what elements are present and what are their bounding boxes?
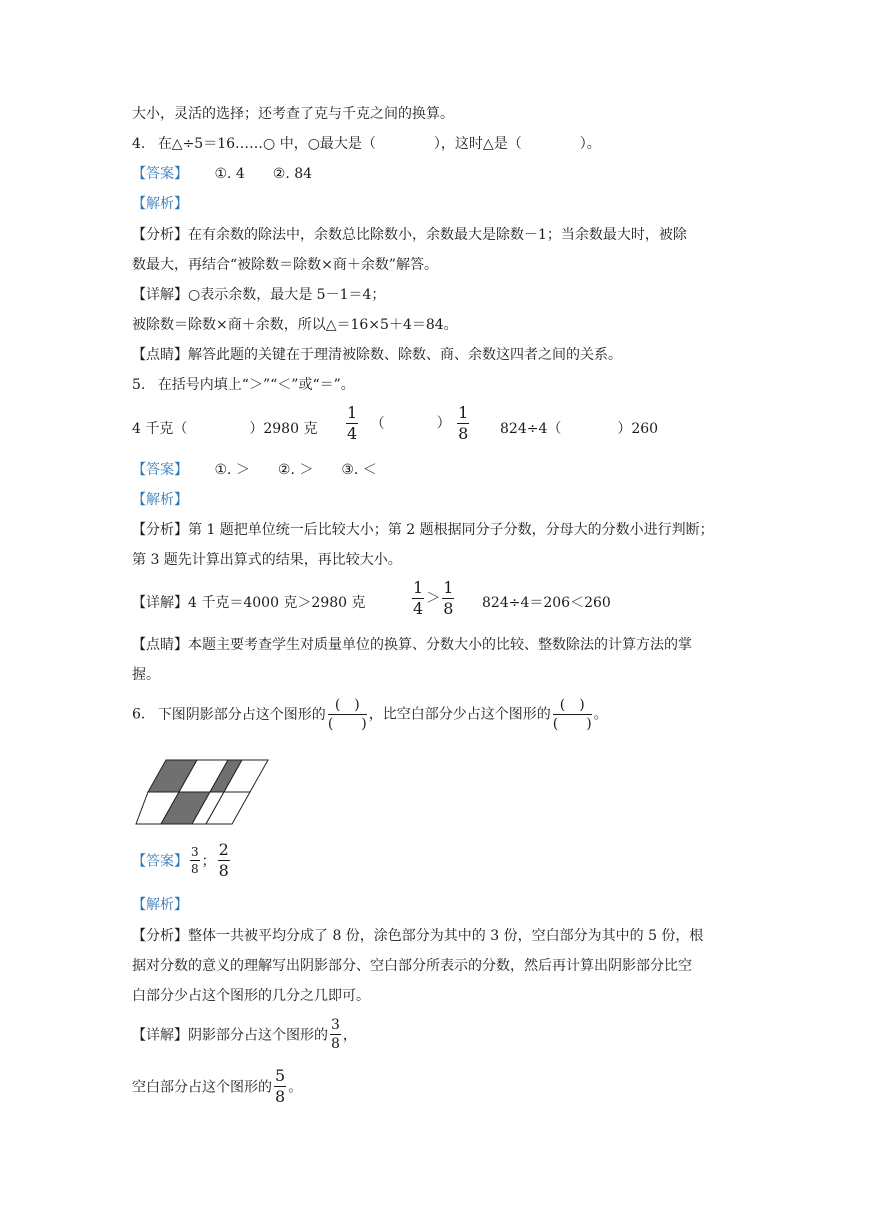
xiangjie-text: 阴影部分占这个图形的: [188, 1027, 328, 1044]
answer-row: [132, 460, 377, 480]
answer-text: ①. ＞ ②. ＞ ③. ＜: [214, 462, 377, 478]
item-text: ）2980 克: [249, 421, 318, 437]
xiangjie-text: 空白部分占这个图形的: [132, 1079, 272, 1096]
dianjing-line: [132, 635, 692, 655]
question-stem: 在括号内填上“＞”“＜”或“＝”。: [157, 377, 355, 393]
blank-fraction: $\frac{( )}{( )}$: [552, 697, 592, 732]
xiangjie-text: ○表示余数，最大是 5－1＝4；: [188, 287, 386, 303]
fenxi-text: 整体一共被平均分成了 8 份，涂色部分为其中的 3 份，空白部分为其中的 5 份，根: [188, 928, 704, 944]
fraction: $\frac{5}{8}$: [275, 1066, 286, 1106]
fenxi-line: 据对分数的意义的理解写出阴影部分、空白部分所表示的分数，然后再计算出阴影部分比空: [132, 958, 692, 974]
fenxi-tag: 【分析】: [132, 522, 188, 538]
fenxi-text: 第 1 题把单位统一后比较大小；第 2 题根据同分子分数，分母大的分数小进行判断；: [188, 522, 714, 538]
fraction: $\frac{3}{8}$: [331, 1017, 340, 1052]
item-text: 4 千克（: [132, 421, 188, 437]
fenxi-line: [132, 520, 714, 540]
compare-item-2: [344, 405, 471, 442]
dianjing-tag: 【点睛】: [132, 347, 188, 363]
answer-tag: 【答案】: [132, 462, 188, 478]
dianjing-line: [132, 345, 622, 365]
comparison-sign: ＞: [426, 590, 441, 607]
question-5: [132, 375, 355, 395]
answer-tag: 【答案】: [132, 853, 188, 870]
item-text: ）260: [617, 421, 659, 437]
answer-tag: 【答案】: [132, 166, 188, 182]
fenxi-line: 第 3 题先计算出算式的结果，再比较大小。: [132, 552, 402, 568]
answer-text: ①. 4 ②. 84: [214, 166, 313, 182]
dianjing-line: 握。: [132, 667, 160, 683]
paren: （: [370, 415, 385, 432]
fenxi-line: 数最大，再结合“被除数＝除数×商＋余数”解答。: [132, 257, 439, 273]
answer-row: [132, 164, 312, 184]
xiangjie-tag: 【详解】: [132, 1027, 188, 1044]
answer-row: [132, 842, 232, 879]
fraction: $\frac{2}{8}$: [218, 840, 229, 880]
analysis-tag: 【解析】: [132, 196, 188, 212]
fenxi-line: [132, 926, 703, 946]
compare-item-1: [132, 418, 317, 438]
fenxi-tag: 【分析】: [132, 928, 188, 944]
fraction: $\frac{3}{8}$: [191, 845, 199, 876]
xiangjie-line: [132, 1018, 357, 1051]
fenxi-text: 在有余数的除法中，余数总比除数小，余数最大是除数－1；当余数最大时，被除: [188, 227, 687, 243]
text-line: 大小，灵活的选择；还考查了克与千克之间的换算。: [132, 106, 454, 122]
question-stem: ），这时△是（: [433, 136, 522, 152]
question-number: 6.: [132, 706, 146, 723]
item-text: 824÷4（: [500, 421, 562, 437]
fenxi-line: 白部分少占这个图形的几分之几即可。: [132, 988, 370, 1004]
dianjing-text: 解答此题的关键在于理清被除数、除数、商、余数这四者之间的关系。: [188, 347, 622, 363]
punctuation: 。: [288, 1079, 303, 1096]
question-stem: 在△÷5＝16……○ 中，○最大是（: [157, 136, 376, 152]
paren: ）: [436, 415, 451, 432]
punctuation: 。: [593, 706, 608, 723]
xiangjie-text: 824÷4＝206＜260: [482, 595, 611, 611]
xiangjie-line: 被除数＝除数×商＋余数，所以△＝16×5＋4＝84。: [132, 317, 458, 333]
question-stem: ）。: [579, 136, 601, 152]
question-number: 5.: [132, 377, 146, 393]
fraction: $\frac{1}{4}$: [413, 578, 424, 618]
question-4: [132, 134, 601, 154]
fenxi-line: [132, 225, 687, 245]
xiangjie-line: [132, 1068, 302, 1105]
fraction: $\frac{1}{8}$: [458, 403, 469, 443]
xiangjie-text: 4 千克＝4000 克＞2980 克: [188, 595, 366, 611]
xiangjie-line: [132, 592, 366, 612]
parallelogram-figure: [130, 754, 272, 830]
compare-item-3: [500, 418, 658, 438]
fraction: $\frac{1}{4}$: [347, 403, 358, 443]
question-stem: 下图阴影部分占这个图形的: [157, 706, 326, 723]
fenxi-tag: 【分析】: [132, 227, 188, 243]
dianjing-text: 本题主要考查学生对质量单位的换算、分数大小的比较、整数除法的计算方法的掌: [188, 637, 692, 653]
analysis-tag: 【解析】: [132, 897, 188, 913]
dianjing-tag: 【点睛】: [132, 637, 188, 653]
xiangjie-line: [132, 285, 385, 305]
fraction: $\frac{1}{8}$: [443, 578, 454, 618]
xiangjie-tag: 【详解】: [132, 595, 188, 611]
xiangjie-tag: 【详解】: [132, 287, 188, 303]
separator: ；: [201, 853, 216, 870]
blank-fraction: $\frac{( )}{( )}$: [327, 697, 367, 732]
punctuation: ，: [342, 1027, 357, 1044]
analysis-tag: 【解析】: [132, 492, 188, 508]
question-number: 4.: [132, 136, 146, 152]
question-6: [132, 698, 608, 731]
question-stem: ，比空白部分少占这个图形的: [368, 706, 551, 723]
xiangjie-fraction-compare: [410, 580, 456, 617]
